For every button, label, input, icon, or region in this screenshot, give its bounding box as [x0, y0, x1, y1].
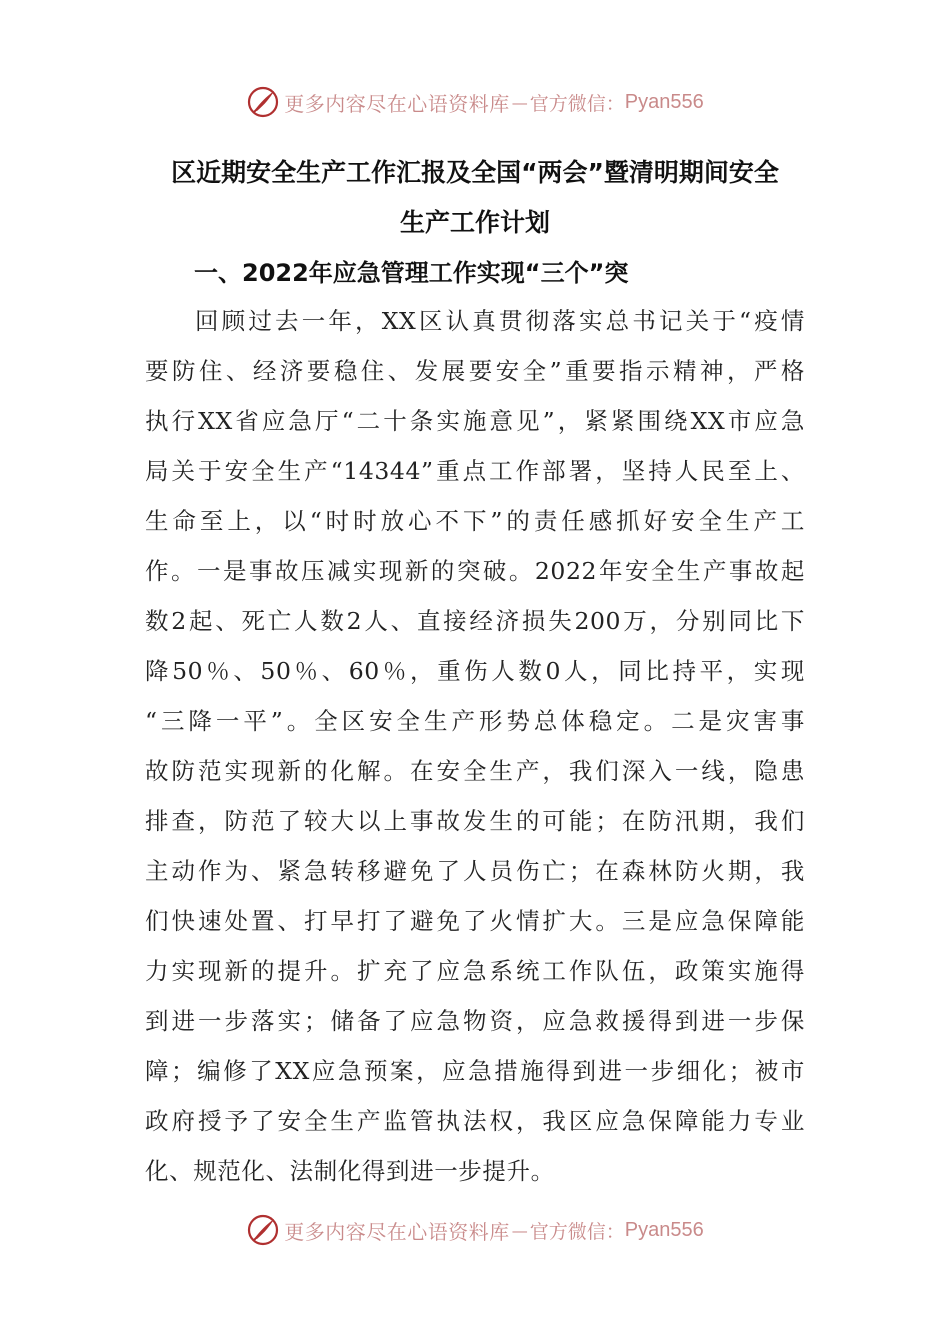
- quill-logo-icon: [246, 85, 280, 119]
- paragraph-line: 生命至上，以“时时放心不下”的责任感抓好安全生产工: [145, 507, 805, 535]
- paragraph-line: 回顾过去一年，XX区认真贯彻落实总书记关于“疫情: [195, 307, 805, 335]
- watermark-footer: [0, 1210, 950, 1250]
- watermark-header: [0, 82, 950, 122]
- document-title-line-2: 生产工作计划: [399, 208, 550, 237]
- paragraph-line: 局关于安全生产“14344”重点工作部署，坚持人民至上、: [145, 457, 805, 485]
- paragraph-line: “三降一平”。全区安全生产形势总体稳定。二是灾害事: [145, 707, 805, 735]
- paragraph-line: 故防范实现新的化解。在安全生产，我们深入一线，隐患: [145, 757, 805, 785]
- body-paragraph: [145, 303, 805, 1203]
- paragraph-line: 主动作为、紧急转移避免了人员伤亡；在森林防火期，我: [145, 857, 805, 885]
- paragraph-line: 作。一是事故压减实现新的突破。2022年安全生产事故起: [145, 557, 805, 585]
- paragraph-line: 障；编修了XX应急预案，应急措施得到进一步细化；被市: [145, 1057, 805, 1085]
- paragraph-line: 要防住、经济要稳住、发展要安全”重要指示精神，严格: [145, 357, 805, 385]
- paragraph-line: 们快速处置、打早打了避免了火情扩大。三是应急保障能: [145, 907, 805, 935]
- watermark-wechat-id: Pyan556: [624, 1218, 704, 1241]
- watermark-dash: —: [511, 1220, 528, 1240]
- watermark-official-label: 官方微信：: [529, 1220, 625, 1243]
- section-heading: 一、2022年应急管理工作实现“三个”突: [194, 259, 629, 287]
- document-title-line-1: 区近期安全生产工作汇报及全国“两会”暨清明期间安全: [171, 158, 779, 187]
- paragraph-line: 数2起、死亡人数2人、直接经济损失200万，分别同比下: [145, 607, 805, 635]
- paragraph-line: 降50％、50％、60％，重伤人数0人，同比持平，实现: [145, 657, 805, 685]
- paragraph-line-last: 化、规范化、法制化得到进一步提升。: [145, 1157, 555, 1185]
- paragraph-line: 到进一步落实；储备了应急物资，应急救援得到进一步保: [145, 1007, 805, 1035]
- watermark-wechat-id: Pyan556: [624, 90, 704, 113]
- watermark-dash: —: [511, 92, 528, 112]
- watermark-text: 更多内容尽在心语资料库: [284, 91, 510, 116]
- watermark-official-label: 官方微信：: [529, 92, 625, 115]
- quill-logo-icon: [246, 1213, 280, 1247]
- paragraph-line: 政府授予了安全生产监管执法权，我区应急保障能力专业: [145, 1107, 805, 1135]
- paragraph-line: 力实现新的提升。扩充了应急系统工作队伍，政策实施得: [145, 957, 805, 985]
- paragraph-line: 执行XX省应急厅“二十条实施意见”，紧紧围绕XX市应急: [145, 407, 805, 435]
- paragraph-line: 排查，防范了较大以上事故发生的可能；在防汛期，我们: [145, 807, 805, 835]
- watermark-text: 更多内容尽在心语资料库: [284, 1219, 510, 1244]
